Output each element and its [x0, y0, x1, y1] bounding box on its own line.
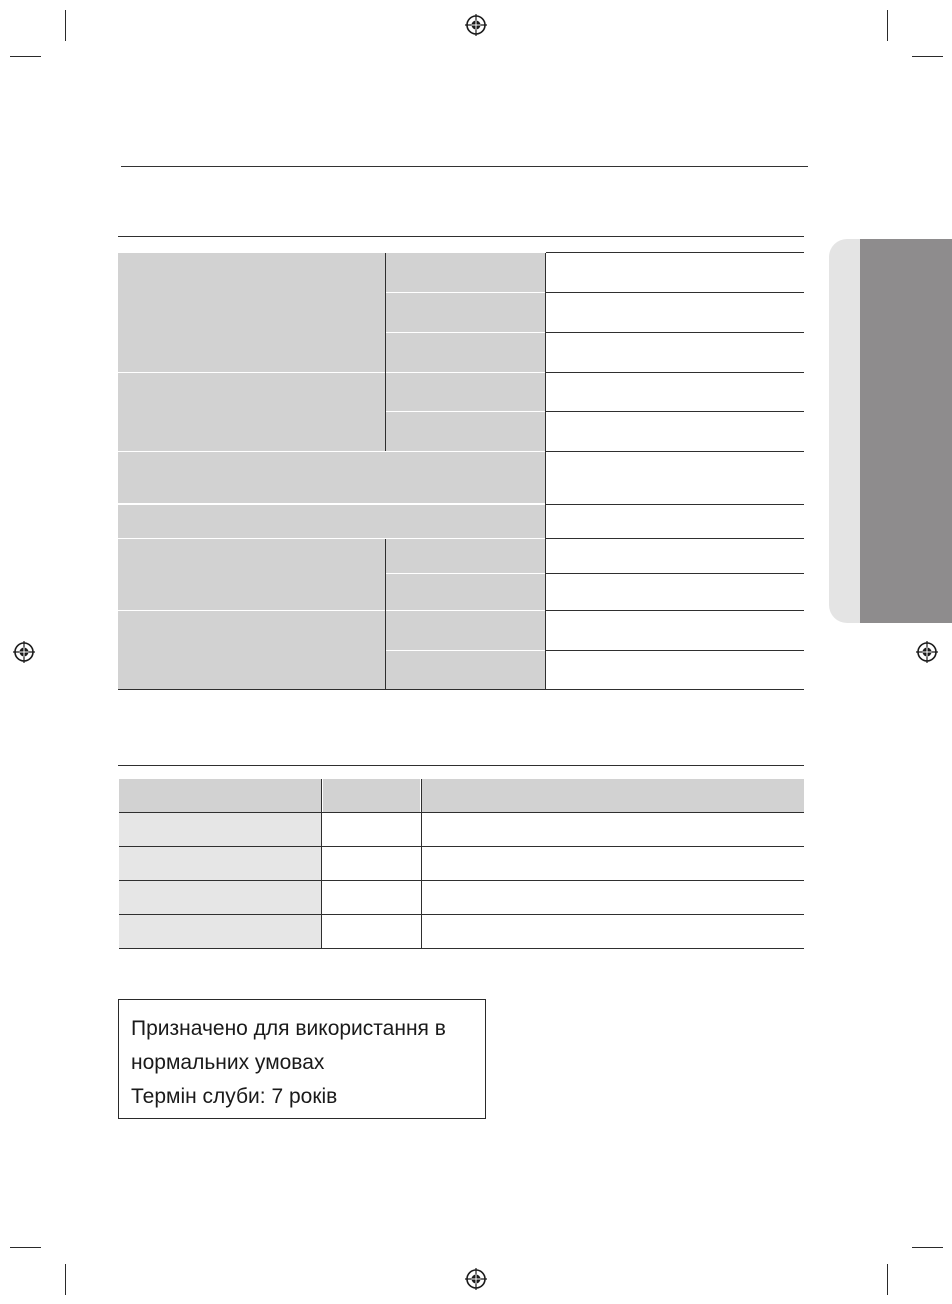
header-rule — [121, 166, 808, 167]
side-tab-dark — [860, 239, 952, 623]
second-table-header-cell — [119, 779, 321, 812]
second-table-header-cell — [422, 779, 804, 812]
spec-label-cell — [118, 452, 545, 503]
spec-label-cell — [118, 373, 385, 451]
spec-label-cell — [118, 539, 385, 610]
registration-target-icon — [465, 1268, 487, 1290]
spec-sublabel-cell — [386, 293, 545, 332]
crop-mark-bottom-left-v — [65, 1264, 66, 1295]
crop-mark-top-left-h — [10, 56, 41, 57]
crop-mark-bottom-left-h — [10, 1247, 41, 1248]
spec-col-divider — [385, 253, 386, 451]
spec-value-rule — [546, 504, 804, 505]
note-line-service-life: Термін слуби: 7 років — [131, 1085, 338, 1108]
spec-value-rule — [546, 372, 804, 373]
second-table-label-cell — [119, 813, 321, 846]
spec-value-rule — [546, 292, 804, 293]
note-line-conditions: нормальних умовах — [131, 1051, 325, 1074]
second-table-label-cell — [119, 915, 321, 948]
spec-value-rule — [546, 252, 804, 253]
spec-sublabel-cell — [386, 412, 545, 451]
spec-bottom-rule — [118, 689, 804, 690]
second-table-row-rule — [119, 914, 804, 915]
spec-col-divider — [545, 253, 546, 689]
crop-mark-top-left-v — [65, 10, 66, 41]
second-table-row-rule — [119, 812, 804, 813]
spec-sublabel-cell — [386, 333, 545, 372]
crop-mark-bottom-right-h — [912, 1247, 943, 1248]
spec-value-rule — [546, 332, 804, 333]
spec-sublabel-cell — [386, 611, 545, 650]
spec-sublabel-cell — [386, 539, 545, 573]
spec-label-cell — [118, 253, 385, 372]
spec-sublabel-cell — [386, 574, 545, 610]
crop-mark-bottom-right-v — [887, 1264, 888, 1295]
service-life-note — [118, 999, 486, 1119]
spec-value-rule — [546, 573, 804, 574]
second-table-label-cell — [119, 881, 321, 914]
registration-target-icon — [13, 641, 35, 663]
second-table-header-cell — [323, 779, 420, 812]
spec-value-rule — [546, 451, 804, 452]
second-table-col-divider — [321, 779, 322, 948]
spec-value-rule — [546, 411, 804, 412]
spec-label-cell — [118, 611, 385, 689]
registration-target-icon — [465, 14, 487, 36]
spec-col-divider — [385, 539, 386, 689]
second-table-col-divider — [421, 779, 422, 948]
crop-mark-top-right-v — [887, 10, 888, 41]
second-table-row-rule — [119, 846, 804, 847]
second-table-label-cell — [119, 847, 321, 880]
spec-sublabel-cell — [386, 651, 545, 689]
spec-value-rule — [546, 610, 804, 611]
second-table-row-rule — [119, 880, 804, 881]
crop-mark-top-right-h — [912, 56, 943, 57]
registration-target-icon — [916, 641, 938, 663]
spec-sublabel-cell — [386, 253, 545, 292]
note-line-purpose: Призначено для використання в — [131, 1017, 446, 1040]
spec-label-cell — [118, 505, 545, 538]
spec-sublabel-cell — [386, 373, 545, 411]
spec-value-rule — [546, 538, 804, 539]
spec-value-rule — [546, 650, 804, 651]
second-table-bottom-rule — [119, 948, 804, 949]
spec-table-top-rule — [118, 236, 804, 237]
second-table-top-rule — [118, 765, 804, 766]
